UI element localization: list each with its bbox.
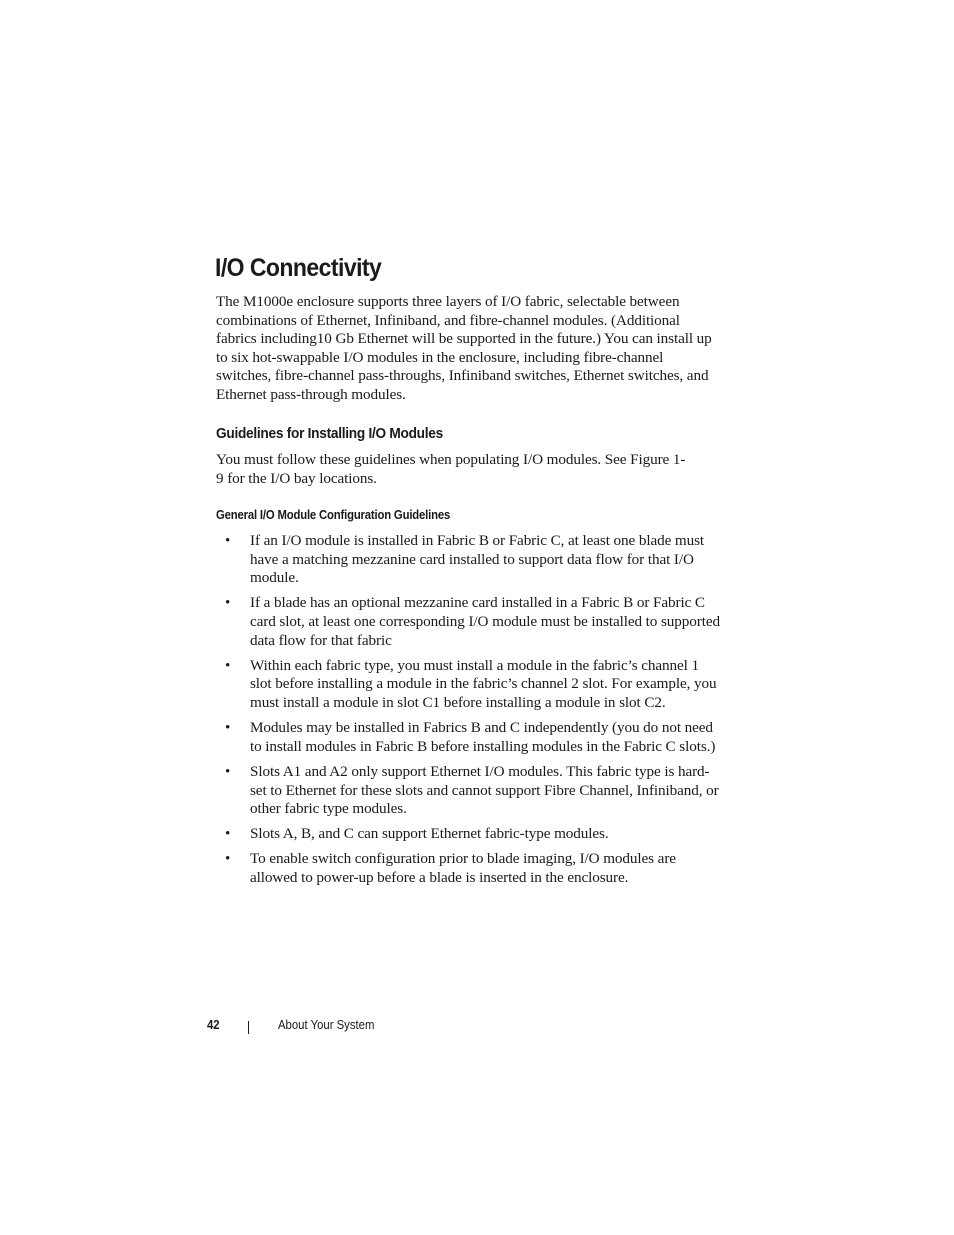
list-item [216,763,721,819]
bullet-icon: • [225,656,231,674]
list-item-text: Modules may be installed in Fabrics B and C independently (you do not need to install modules in Fabric B before installing modules in the Fabric C slots.) [250,719,716,755]
list-item [216,657,721,713]
intro-paragraph: The M1000e enclosure supports three layers of I/O fabric, selectable between combinations of Ethernet, Infiniband, and fibre-channel modules. (Additional fabrics including10 Gb Ethernet will be supported in the future.) You can install up to six hot-swappable I/O modules in the enclosure, including fibre-channel switches, fibre-channel pass-throughs, Infiniband switches, Ethernet switches, and Ethernet pass-through modules. [216,293,712,403]
list-item [216,825,721,844]
footer-divider [248,1021,249,1034]
list-item [216,850,721,887]
list-item-text: To enable switch configuration prior to blade imaging, I/O modules are allowed to power-up before a blade is inserted in the enclosure. [250,850,676,887]
list-item-text: If a blade has an optional mezzanine card installed in a Fabric B or Fabric C card slot, at least one corresponding I/O module must be installed to supported data flow for that fabric [250,594,720,649]
section-heading: Guidelines for Installing I/O Modules [216,425,443,442]
bullet-icon: • [225,762,231,780]
guidelines-list [216,532,721,894]
bullet-icon: • [225,825,231,843]
bullet-icon: • [225,850,231,868]
list-item-text: Slots A, B, and C can support Ethernet fabric-type modules. [250,825,609,843]
subsection-heading: General I/O Module Configuration Guidelines [216,508,451,522]
list-item [216,719,721,756]
footer-section-name: About Your System [278,1018,375,1032]
list-item-text: Within each fabric type, you must install a module in the fabric’s channel 1 slot before installing a module in the fabric’s channel 2 slot. For example, you must install a module in slot C1 before installing a module in slot C2. [250,656,717,711]
list-item [216,532,721,588]
page-number: 42 [207,1018,220,1032]
bullet-icon: • [225,719,231,737]
list-item-text: If an I/O module is installed in Fabric B or Fabric C, at least one blade must have a matching mezzanine card installed to support data flow for that I/O module. [250,532,705,587]
page-title: I/O Connectivity [215,254,382,282]
section-paragraph: You must follow these guidelines when populating I/O modules. See Figure 1-9 for the I/O bay locations. [216,451,686,487]
bullet-icon: • [225,532,231,549]
list-item [216,594,721,650]
list-item-text: Slots A1 and A2 only support Ethernet I/O modules. This fabric type is hard-set to Ethernet for these slots and cannot support Fibre Channel, Infiniband, or other fabric type modules. [250,762,719,818]
bullet-icon: • [225,594,231,612]
